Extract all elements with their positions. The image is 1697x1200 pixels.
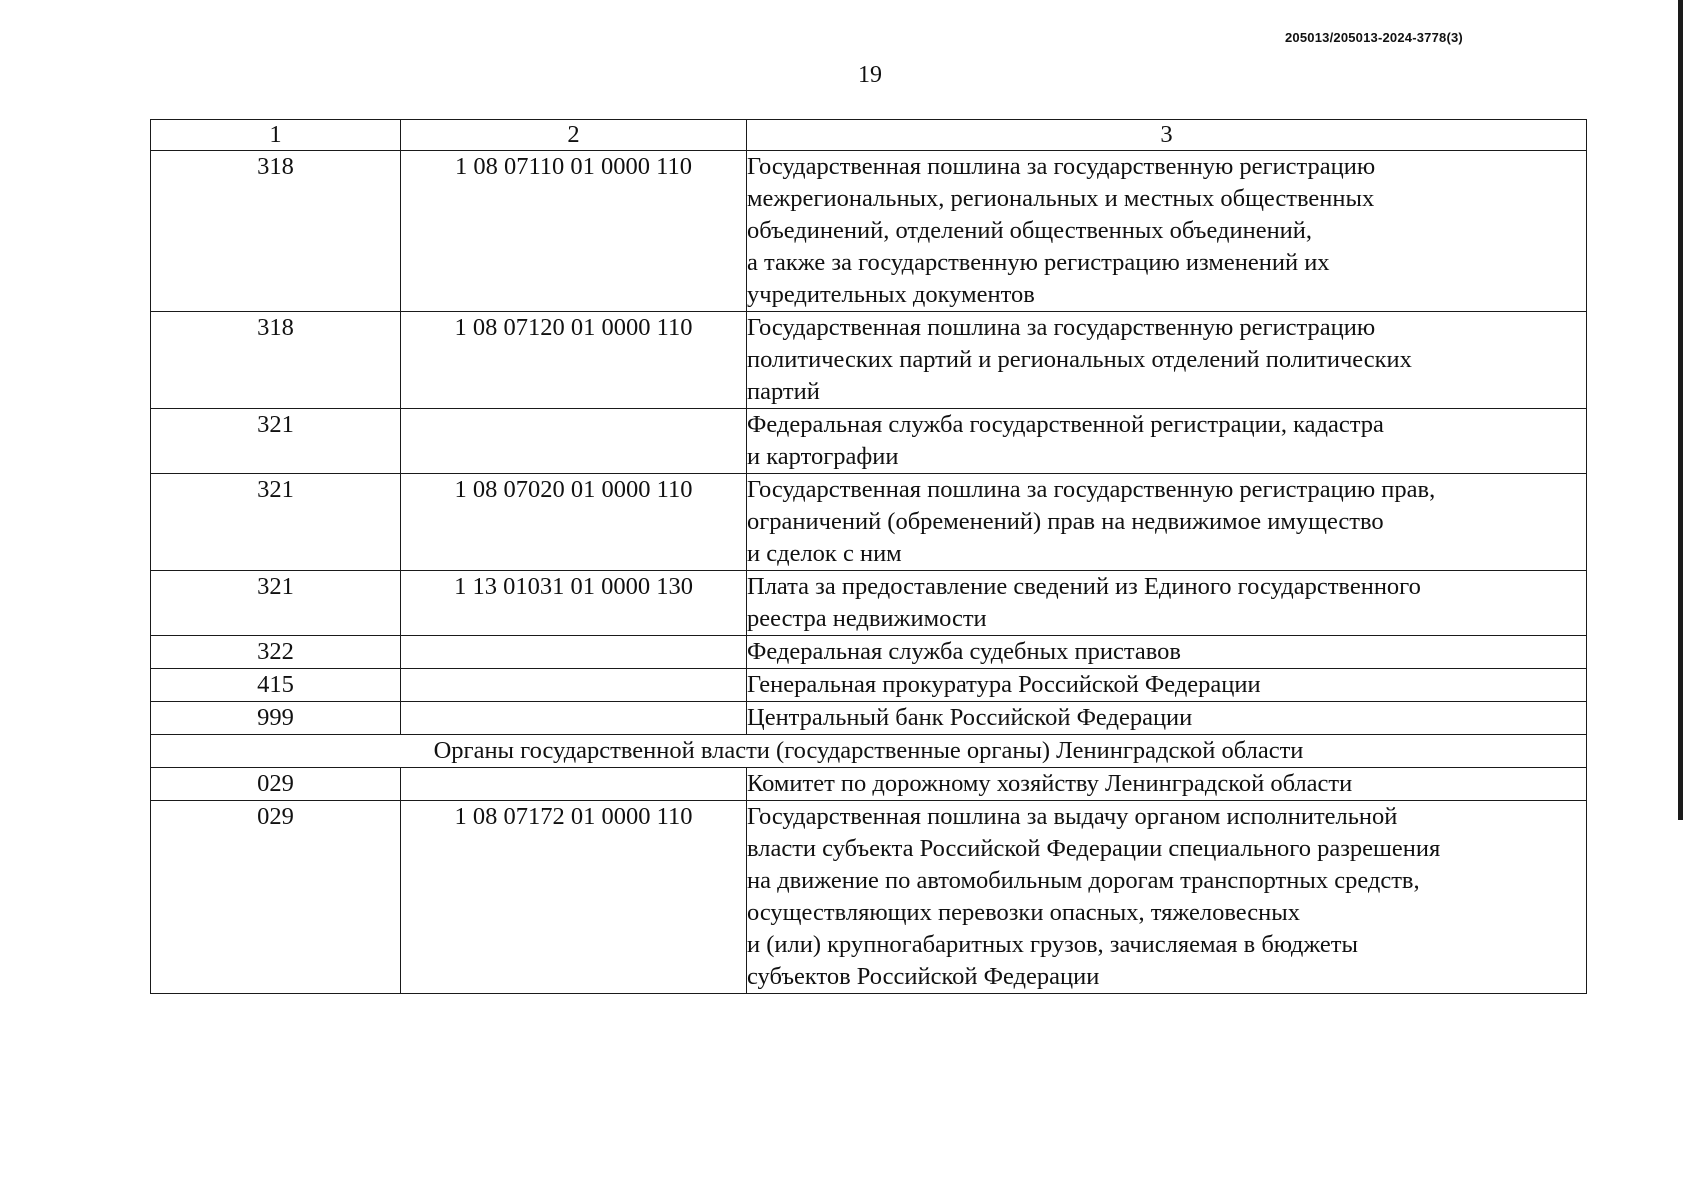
table-row xyxy=(151,702,1587,735)
admin-code-cell: 318 xyxy=(151,312,401,409)
table-body xyxy=(151,120,1587,994)
table-header-row xyxy=(151,120,1587,151)
table-row xyxy=(151,636,1587,669)
description-line: Государственная пошлина за выдачу органом исполнительной xyxy=(747,803,1398,830)
admin-code-cell: 322 xyxy=(151,636,401,669)
document-id: 205013/205013-2024-3778(3) xyxy=(1285,30,1463,45)
description-cell xyxy=(747,571,1587,636)
table-row xyxy=(151,151,1587,312)
admin-code-cell: 318 xyxy=(151,151,401,312)
description-line: осуществляющих перевозки опасных, тяжеловесных xyxy=(747,899,1300,926)
revenue-code-cell: 1 13 01031 01 0000 130 xyxy=(401,571,747,636)
description-cell xyxy=(747,669,1587,702)
table-row xyxy=(151,768,1587,801)
section-row xyxy=(151,735,1587,768)
description-line: и картографии xyxy=(747,443,899,470)
description-line: и сделок с ним xyxy=(747,540,902,567)
revenue-code-cell: 1 08 07172 01 0000 110 xyxy=(401,801,747,994)
description-cell xyxy=(747,409,1587,474)
description-cell xyxy=(747,768,1587,801)
description-line: Федеральная служба государственной регистрации, кадастра xyxy=(747,411,1384,438)
description-line: реестра недвижимости xyxy=(747,605,987,632)
description-line: Государственная пошлина за государственную регистрацию xyxy=(747,153,1376,180)
description-cell xyxy=(747,702,1587,735)
admin-code-cell: 321 xyxy=(151,409,401,474)
revenue-code-cell: 1 08 07020 01 0000 110 xyxy=(401,474,747,571)
admin-code-cell: 029 xyxy=(151,801,401,994)
description-line: политических партий и региональных отделений политических xyxy=(747,346,1412,373)
table-row xyxy=(151,474,1587,571)
description-line: власти субъекта Российской Федерации специального разрешения xyxy=(747,835,1441,862)
table-row xyxy=(151,669,1587,702)
description-cell xyxy=(747,312,1587,409)
table-row xyxy=(151,801,1587,994)
description-line: Государственная пошлина за государственную регистрацию xyxy=(747,314,1376,341)
description-line: а также за государственную регистрацию изменений их xyxy=(747,249,1330,276)
column-header-3: 3 xyxy=(747,120,1587,151)
description-line: учредительных документов xyxy=(747,281,1035,308)
description-line: межрегиональных, региональных и местных общественных xyxy=(747,185,1375,212)
description-line: Комитет по дорожному хозяйству Ленинградской области xyxy=(747,770,1353,797)
description-line: объединений, отделений общественных объединений, xyxy=(747,217,1313,244)
description-line: Государственная пошлина за государственную регистрацию прав, xyxy=(747,476,1436,503)
scan-edge-mark xyxy=(1678,0,1683,820)
admin-code-cell: 321 xyxy=(151,571,401,636)
description-line: ограничений (обременений) прав на недвижимое имущество xyxy=(747,508,1384,535)
column-header-2: 2 xyxy=(401,120,747,151)
description-cell xyxy=(747,151,1587,312)
table-row xyxy=(151,409,1587,474)
revenue-codes-table xyxy=(150,119,1587,994)
admin-code-cell: 999 xyxy=(151,702,401,735)
admin-code-cell: 415 xyxy=(151,669,401,702)
description-line: Плата за предоставление сведений из Единого государственного xyxy=(747,573,1421,600)
table-row xyxy=(151,571,1587,636)
description-line: Центральный банк Российской Федерации xyxy=(747,704,1193,731)
description-cell xyxy=(747,636,1587,669)
revenue-code-cell xyxy=(401,669,747,702)
column-header-1: 1 xyxy=(151,120,401,151)
revenue-code-cell: 1 08 07110 01 0000 110 xyxy=(401,151,747,312)
description-line: партий xyxy=(747,378,820,405)
page-number: 19 xyxy=(858,62,882,88)
description-cell xyxy=(747,801,1587,994)
revenue-code-cell: 1 08 07120 01 0000 110 xyxy=(401,312,747,409)
description-line: Федеральная служба судебных приставов xyxy=(747,638,1181,665)
description-line: Генеральная прокуратура Российской Федерации xyxy=(747,671,1261,698)
admin-code-cell: 321 xyxy=(151,474,401,571)
revenue-code-cell xyxy=(401,702,747,735)
description-cell xyxy=(747,474,1587,571)
admin-code-cell: 029 xyxy=(151,768,401,801)
description-line: и (или) крупногабаритных грузов, зачисляемая в бюджеты xyxy=(747,931,1358,958)
table-row xyxy=(151,312,1587,409)
revenue-code-cell xyxy=(401,636,747,669)
section-title: Органы государственной власти (государственные органы) Ленинградской области xyxy=(151,735,1587,768)
description-line: на движение по автомобильным дорогам транспортных средств, xyxy=(747,867,1420,894)
revenue-code-cell xyxy=(401,409,747,474)
revenue-code-cell xyxy=(401,768,747,801)
description-line: субъектов Российской Федерации xyxy=(747,963,1100,990)
